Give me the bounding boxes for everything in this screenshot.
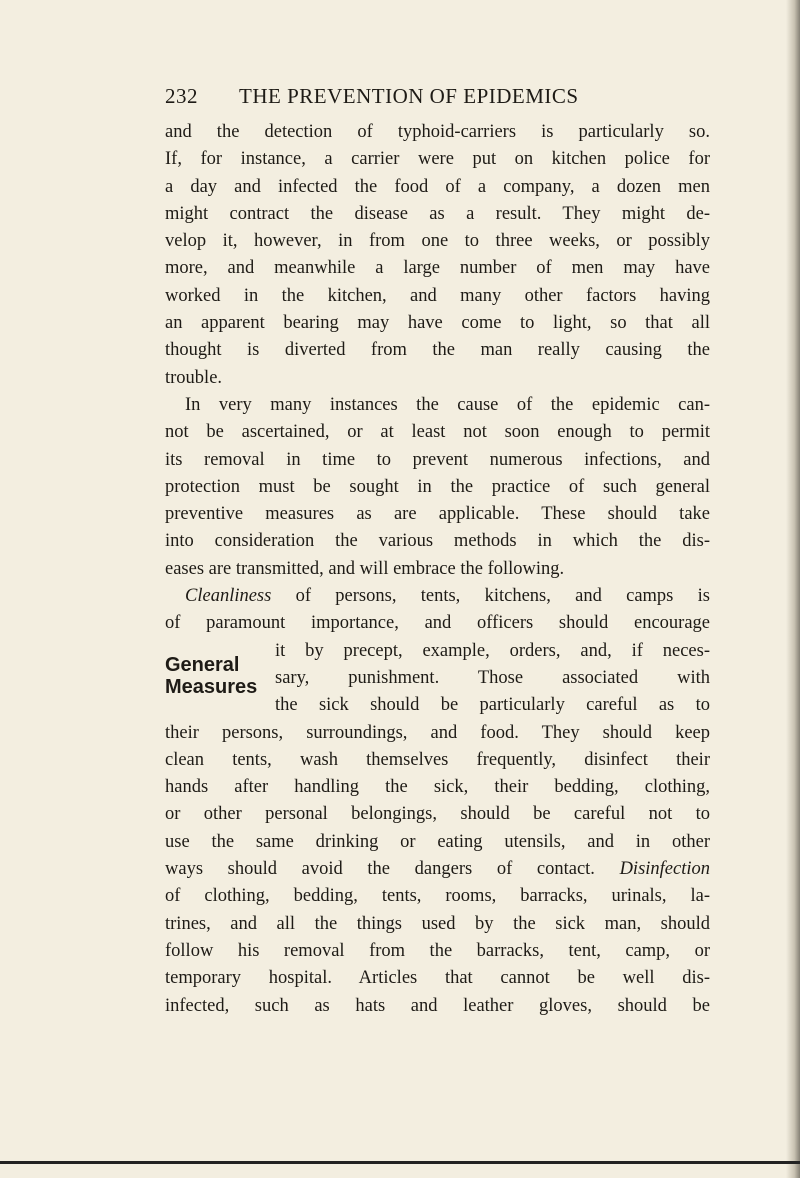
sidenote-block bbox=[165, 638, 710, 720]
text-line: and the detection of typhoid-carriers is particularly so. bbox=[165, 122, 710, 142]
text-line: it by precept, example, orders, and, if neces- bbox=[275, 640, 710, 661]
text-line: not be ascertained, or at least not soon enough to permit bbox=[165, 422, 710, 443]
text-line: In very many instances the cause of the epidemic can- bbox=[185, 394, 710, 415]
narrow-text bbox=[275, 638, 710, 720]
text-line: their persons, surroundings, and food. They should keep bbox=[165, 722, 710, 743]
text-line: its removal in time to prevent numerous infections, and bbox=[165, 449, 710, 470]
text-line: or other personal belongings, should be careful not to bbox=[165, 804, 710, 825]
text-line: use the same drinking or eating utensils, and in other bbox=[165, 831, 710, 852]
text-line: of clothing, bedding, tents, rooms, barracks, urinals, la- bbox=[165, 886, 710, 907]
body-text bbox=[165, 119, 710, 1020]
text-line: into consideration the various methods in which the dis- bbox=[165, 531, 710, 552]
text-line: preventive measures as are applicable. These should take bbox=[165, 504, 710, 525]
running-title: THE PREVENTION OF EPIDEMICS bbox=[239, 84, 579, 108]
text-line: more, and meanwhile a large number of men may have bbox=[165, 258, 710, 279]
text-line: protection must be sought in the practice of such general bbox=[165, 476, 710, 497]
text-line: velop it, however, in from one to three weeks, or possibly bbox=[165, 231, 710, 252]
text-line: hands after handling the sick, their bedding, clothing, bbox=[165, 777, 710, 798]
page-edge-shadow bbox=[786, 0, 800, 1178]
running-header bbox=[165, 83, 645, 109]
text-line: trouble. bbox=[165, 367, 223, 388]
text-line: sary, punishment. Those associated with bbox=[275, 667, 710, 688]
sidenote-line: Measures bbox=[165, 675, 258, 698]
text-line: thought is diverted from the man really causing the bbox=[165, 340, 710, 361]
sidenote-line: General bbox=[165, 653, 240, 676]
text-line: temporary hospital. Articles that cannot be well dis- bbox=[165, 968, 710, 989]
italic-disinfection: Disinfection bbox=[619, 859, 710, 880]
paragraph-2 bbox=[165, 392, 710, 583]
text-line: of paramount importance, and officers should encourage bbox=[165, 613, 710, 634]
text-line: eases are transmitted, and will embrace the following. bbox=[165, 558, 565, 579]
text-line: Cleanliness of persons, tents, kitchens, and camps is bbox=[185, 586, 710, 607]
text-line: worked in the kitchen, and many other factors having bbox=[165, 285, 710, 306]
text-line: an apparent bearing may have come to light, so that all bbox=[165, 313, 710, 334]
paragraph-3 bbox=[165, 583, 710, 1020]
text-line: a day and infected the food of a company, a dozen men bbox=[165, 176, 710, 197]
text-line: might contract the disease as a result. They might de- bbox=[165, 203, 710, 224]
text-line: ways should avoid the dangers of contact. Disinfection bbox=[165, 859, 710, 880]
text-line: trines, and all the things used by the sick man, should bbox=[165, 913, 710, 934]
page-bottom-edge bbox=[0, 1161, 800, 1164]
text-line: follow his removal from the barracks, tent, camp, or bbox=[165, 940, 710, 961]
text-line: If, for instance, a carrier were put on kitchen police for bbox=[165, 149, 710, 170]
page-number: 232 bbox=[165, 84, 198, 108]
text-line: the sick should be particularly careful as to bbox=[275, 695, 710, 716]
text-line: infected, such as hats and leather gloves, should be bbox=[165, 995, 710, 1016]
text-line: clean tents, wash themselves frequently, disinfect their bbox=[165, 749, 710, 770]
paragraph-1 bbox=[165, 119, 710, 392]
sidenote-general-measures bbox=[165, 638, 275, 720]
italic-cleanliness: Cleanliness bbox=[185, 586, 272, 607]
